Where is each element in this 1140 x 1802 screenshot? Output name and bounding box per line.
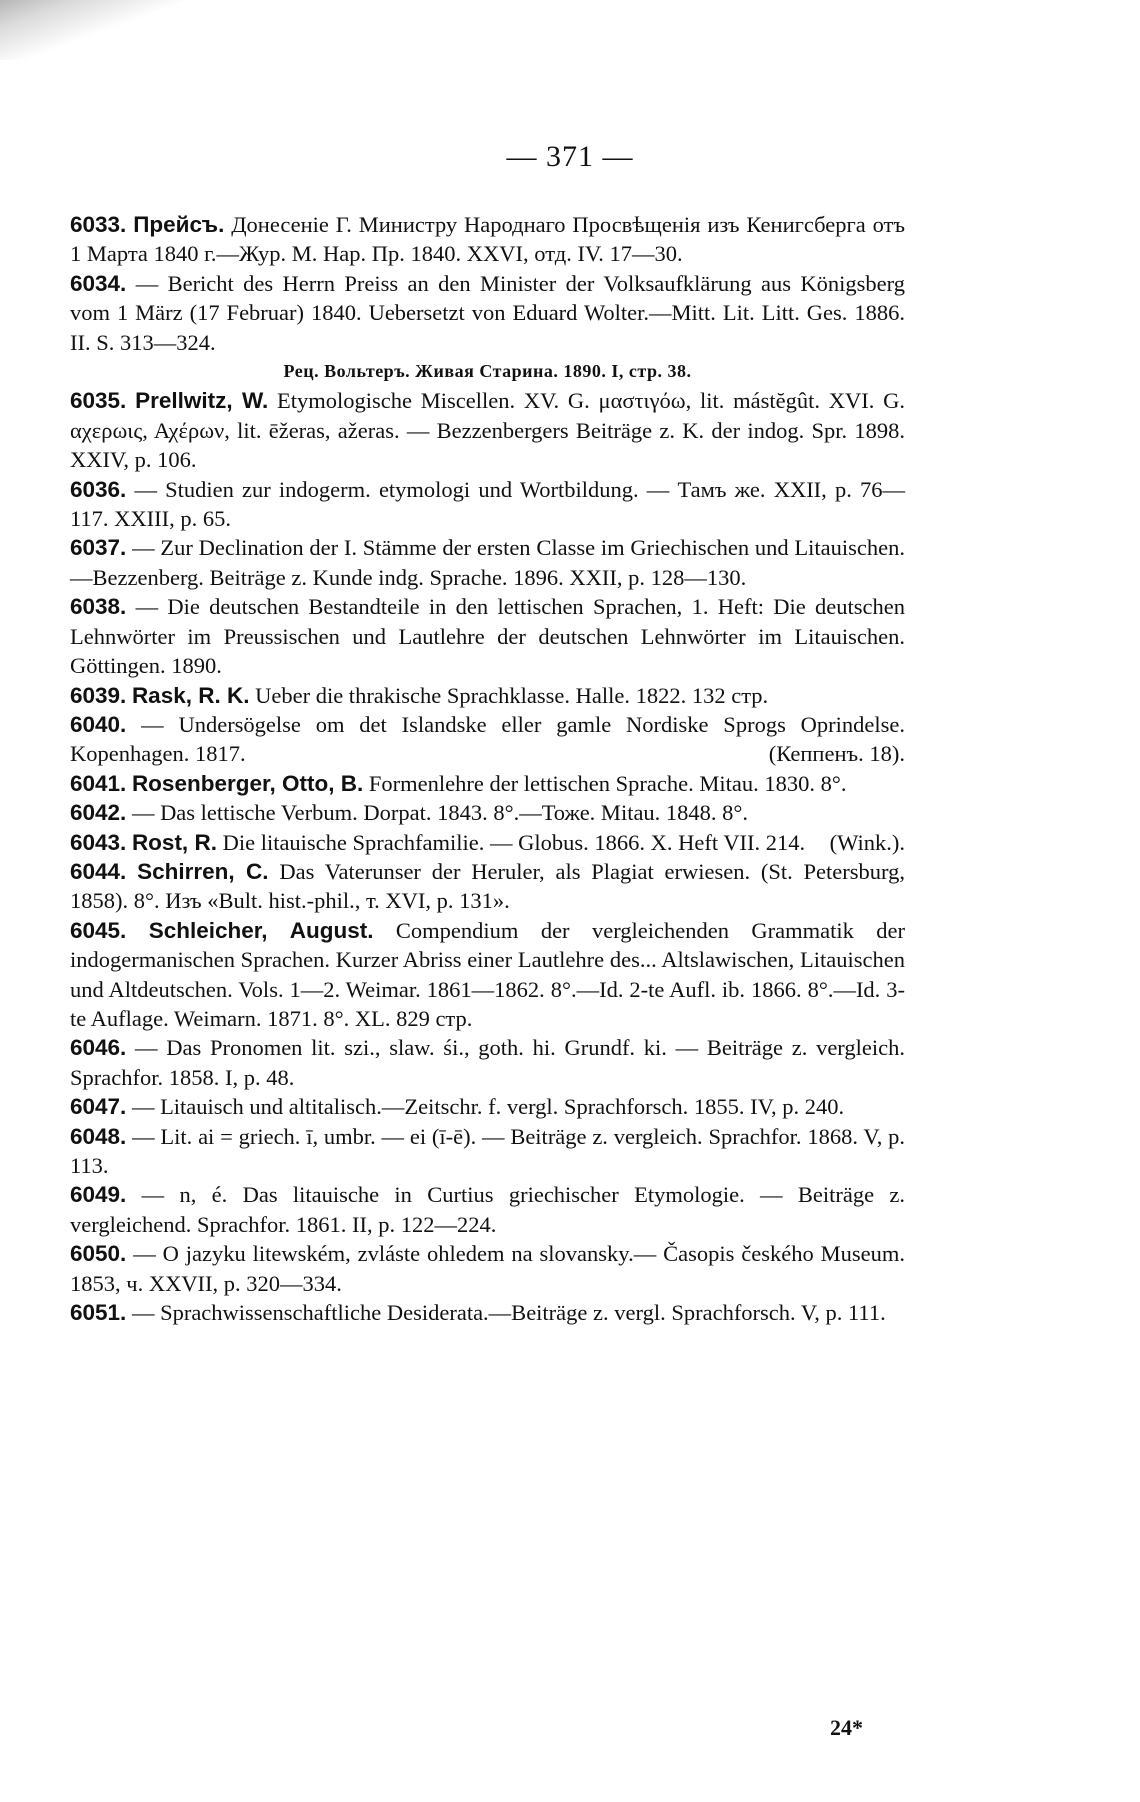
entry-text: — Lit. ai = griech. ī, umbr. — ei (ī-ē). — Beiträge z. vergleich. Sprachfor. 1868. V, p. 113. — [70, 1123, 905, 1178]
entry-author: Rost, R. — [131, 829, 217, 855]
entry-text: — Die deutschen Bestandteile in den lettischen Sprachen, 1. Heft: Die deutschen Lehnwörter im Preussischen und Lautlehre der deutschen Lehnwörter im Litauischen. Göttingen. 1890. — [70, 594, 905, 679]
entry-6035 — [70, 386, 905, 474]
entry-6046 — [70, 1033, 905, 1092]
entry-number: 6043. — [70, 829, 127, 855]
entry-author: Прейсъ. — [133, 212, 225, 237]
entry-number: 6045. — [70, 917, 127, 943]
entry-number: 6051. — [70, 1300, 127, 1326]
entry-text: — Das lettische Verbum. Dorpat. 1843. 8°.—Тоже. Mitau. 1848. 8°. — [126, 800, 749, 826]
entry-6047 — [70, 1092, 905, 1121]
entry-author: Prellwitz, W. — [135, 388, 269, 414]
entry-6051 — [70, 1298, 905, 1327]
entry-number: 6044. — [70, 858, 127, 884]
printer-signature: 24* — [830, 1715, 863, 1740]
entry-source-note: (Wink.). — [829, 829, 905, 855]
entry-6043 — [70, 828, 905, 857]
entry-text: Compendium der vergleichenden Grammatik der indogermanischen Sprachen. Kurzer Abriss einer Lautlehre des... Altslawischen, Litauischen und Altdeutschen. Vols. 1—2. Weimar. 1861—1862. 8°.—Id. 2-te Aufl. ib. 1866. 8°.—Id. 3-te Auflage. Weimarn. 1871. 8°. XL. 829 стр. — [70, 917, 906, 1031]
entry-number: 6037. — [70, 535, 127, 561]
entry-number: 6035. — [70, 388, 127, 414]
entry-number: 6040. — [70, 711, 127, 737]
entry-number: 6038. — [70, 594, 127, 620]
entry-number: 6046. — [70, 1035, 127, 1061]
entry-number: 6048. — [70, 1123, 127, 1149]
entry-number: 6042. — [70, 800, 127, 826]
entry-text: — Undersögelse om det Islandske eller gamle Nordiske Sprogs Oprindelse. Kopenhagen. 1817. — [70, 711, 905, 767]
entry-6034 — [70, 269, 905, 357]
entry-number: 6049. — [70, 1182, 127, 1208]
entry-number: 6034. — [70, 270, 127, 296]
entry-text: — Zur Declination der I. Stämme der ersten Classe im Griechischen und Litauischen.—Bezzenberg. Beiträge z. Kunde indg. Sprache. 1896. XXII, p. 128—130. — [70, 535, 905, 590]
entry-text: Formenlehre der lettischen Sprache. Mitau. 1830. 8°. — [363, 770, 847, 796]
scan-artifact — [0, 0, 260, 60]
entry-6041 — [70, 769, 905, 798]
entry-6037 — [70, 533, 905, 592]
entry-6045 — [70, 916, 905, 1034]
entry-author: Schleicher, August. — [148, 917, 374, 943]
page-number: — 371 — — [506, 140, 634, 173]
entry-6039 — [70, 681, 905, 710]
entry-number: 6033. — [70, 212, 127, 237]
entry-6033 — [70, 210, 905, 269]
entry-text: Ueber die thrakische Sprachklasse. Halle. 1822. 132 стр. — [249, 682, 769, 708]
entry-text: Das Vaterunser der Heruler, als Plagiat erwiesen. (St. Petersburg, 1858). 8°. Изъ «Bult. hist.-phil., т. XVI, p. 131». — [70, 858, 905, 914]
entry-text: Die litauische Sprachfamilie. — Globus. 1866. X. Heft VII. 214. — [216, 829, 806, 855]
entry-number: 6050. — [70, 1241, 127, 1267]
entry-author: Rask, R. K. — [131, 682, 250, 708]
entry-6038 — [70, 592, 905, 680]
entry-6048 — [70, 1122, 905, 1181]
entry-author: Rosenberger, Otto, B. — [131, 770, 364, 796]
entry-6042 — [70, 798, 905, 827]
entry-text: Etymologische Miscellen. XV. G. μαστιγόω, lit. mástĕgût. XVI. G. αχερωις, Αχέρων, lit. ēžeras, ažeras. — Bezzenbergers Beiträge z. K. der indog. Spr. 1898. XXIV, p. 106. — [70, 388, 905, 473]
entry-text: — O jazyku litewském, zvláste ohledem na slovansky.— Časopis českého Museum. 1853, ч. XXVII, p. 320—334. — [70, 1241, 905, 1296]
entry-6040 — [70, 710, 905, 769]
entry-source-note: (Кеппенъ. 18). — [768, 741, 905, 767]
entry-6050 — [70, 1239, 905, 1298]
entry-text: — Studien zur indogerm. etymologi und Wortbildung. — Тамъ же. XXII, p. 76—117. XXIII, p. 65. — [70, 476, 905, 532]
entry-text: — Bericht des Herrn Preiss an den Minister der Volksaufklärung aus Königsberg vom 1 März (17 Februar) 1840. Uebersetzt von Eduard Wolter.—Mitt. Lit. Litt. Ges. 1886. II. S. 313—324. — [70, 270, 905, 355]
entry-text: — Litauisch und altitalisch.—Zeitschr. f. vergl. Sprachforsch. 1855. IV, p. 240. — [126, 1094, 845, 1120]
entry-text: — Sprachwissenschaftliche Desiderata.—Beiträge z. vergl. Sprachforsch. V, p. 111. — [126, 1300, 886, 1326]
review-note: Рец. Вольтеръ. Живая Старина. 1890. I, стр. 38. — [283, 361, 692, 382]
entry-text: Донесеніе Г. Министру Народнаго Просвѣщенія изъ Кенигсберга отъ 1 Марта 1840 г.—Жур. М. Нар. Пр. 1840. XXVI, отд. IV. 17—30. — [70, 212, 906, 267]
entry-text: — Das Pronomen lit. szi., slaw. śi., goth. hi. Grundf. ki. — Beiträge z. vergleich. Sprachfor. 1858. I, p. 48. — [70, 1035, 905, 1090]
entry-number: 6036. — [70, 476, 127, 502]
bibliography-list — [70, 210, 905, 1327]
entry-author: Schirren, C. — [137, 858, 269, 884]
entry-6036 — [70, 475, 905, 534]
entry-number: 6041. — [70, 770, 127, 796]
entry-6044 — [70, 857, 905, 916]
entry-number: 6047. — [70, 1094, 127, 1120]
entry-number: 6039. — [70, 682, 127, 708]
entry-6049 — [70, 1180, 905, 1239]
entry-text: — n, é. Das litauische in Curtius griechischer Etymologie. — Beiträge z. vergleichend. Sprachfor. 1861. II, p. 122—224. — [70, 1182, 905, 1237]
